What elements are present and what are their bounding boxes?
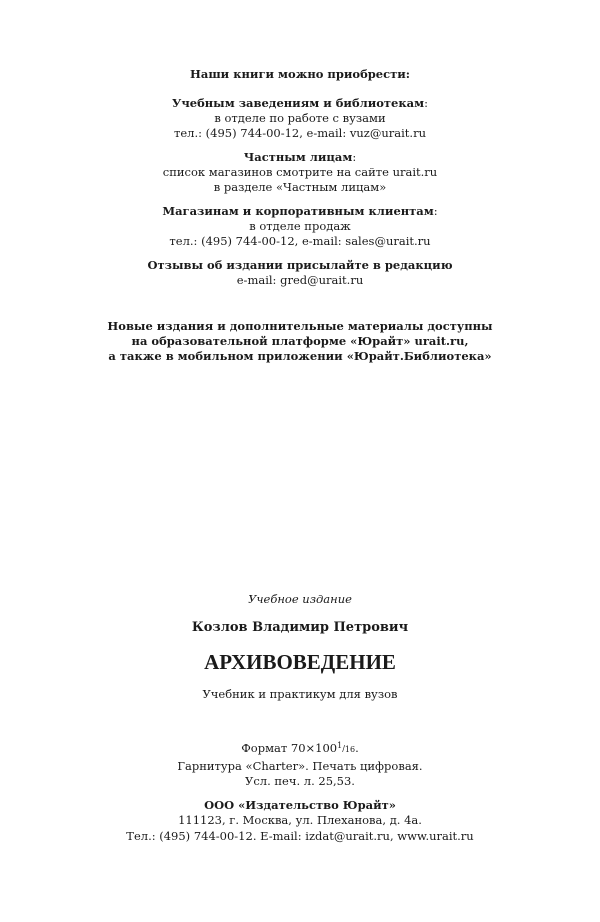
- format-denominator: 16: [344, 745, 356, 754]
- book-subtitle: Учебник и практикум для вузов: [202, 687, 398, 701]
- platform-line-1: Новые издания и дополнительные материалы доступны: [107, 319, 493, 333]
- imprint-address: 111123, г. Москва, ул. Плеханова, д. 4а.: [178, 813, 422, 827]
- stores-contacts: тел.: (495) 744-00-12, e-mail: sales@urait.ru: [169, 234, 431, 248]
- imprint-format: [0, 740, 600, 756]
- feedback-title: Отзывы об издании присылайте в редакцию: [147, 258, 453, 272]
- imprint-publisher: ООО «Издательство Юрайт»: [204, 798, 396, 812]
- universities-label: Учебным заведениям и библиотекам: [172, 96, 425, 110]
- universities-title: [0, 95, 600, 111]
- stores-label: Магазинам и корпоративным клиентам: [162, 204, 434, 218]
- book-title: АРХИВОВЕДЕНИЕ: [204, 650, 396, 674]
- format-prefix: Формат 70×100: [241, 741, 338, 755]
- individuals-line1: список магазинов смотрите на сайте urait.ru: [162, 165, 438, 179]
- colon: :: [352, 150, 357, 164]
- platform-line-3: а также в мобильном приложении «Юрайт.Библиотека»: [108, 349, 492, 363]
- feedback-email: e-mail: gred@urait.ru: [236, 273, 364, 287]
- imprint-typeface: Гарнитура «Charter». Печать цифровая.: [177, 759, 423, 773]
- platform-line-2: на образовательной платформе «Юрайт» urait.ru,: [131, 334, 469, 348]
- universities-contacts: тел.: (495) 744-00-12, e-mail: vuz@urait.ru: [174, 126, 426, 140]
- format-suffix: .: [355, 741, 359, 755]
- individuals-line2: в разделе «Частным лицам»: [213, 180, 387, 194]
- imprint-contacts: Тел.: (495) 744-00-12. E-mail: izdat@urait.ru, www.urait.ru: [126, 829, 474, 843]
- stores-title: [0, 203, 600, 219]
- individuals-label: Частным лицам: [243, 150, 353, 164]
- universities-dept: в отделе по работе с вузами: [214, 111, 386, 125]
- individuals-title: [0, 149, 600, 165]
- colon: :: [424, 96, 428, 110]
- colon: :: [433, 204, 438, 218]
- format-numerator: 1: [337, 741, 343, 750]
- edition-type: Учебное издание: [248, 592, 352, 606]
- imprint-sheets: Усл. печ. л. 25,53.: [245, 774, 355, 788]
- stores-dept: в отделе продаж: [249, 219, 351, 233]
- book-author: Козлов Владимир Петрович: [191, 620, 409, 635]
- purchase-heading: Наши книги можно приобрести:: [190, 67, 410, 81]
- format-fraction: 1/16: [337, 741, 356, 754]
